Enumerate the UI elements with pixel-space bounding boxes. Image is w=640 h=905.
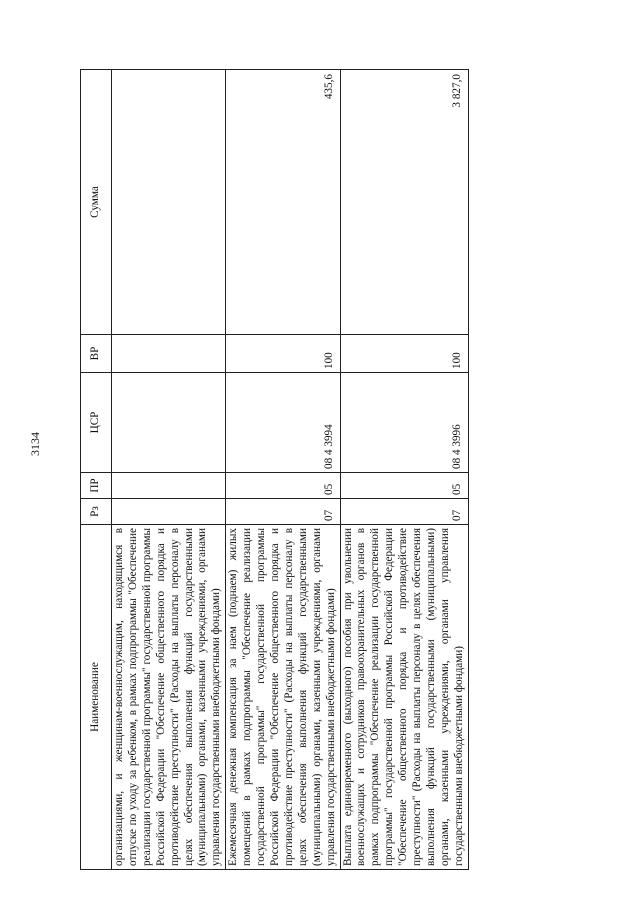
row-rz xyxy=(112,499,226,525)
row-pr: 05 xyxy=(226,473,340,499)
budget-table xyxy=(80,69,469,870)
row-csr: 08 4 3994 xyxy=(226,373,340,473)
rotated-page xyxy=(80,70,606,870)
header-rz: Рз xyxy=(81,499,112,525)
table-row xyxy=(112,70,226,870)
header-sum: Сумма xyxy=(81,70,112,335)
header-name: Наименование xyxy=(81,525,112,870)
header-pr: ПР xyxy=(81,473,112,499)
row-name: организациями, и женщинам-военнослужащим, находящимся в отпуске по уходу за ребенком, в рамках подпрограммы "Обеспечение реализации государственной программы" государственной программы Российской Федерации "Обеспечение общественного порядка и противодействие преступности" (Расходы на выплаты персоналу в целях обеспечения выполнения функций государственными (муниципальными) органами, казенными учреждениями, органами управления государственными внебюджетными фондами) xyxy=(112,525,226,870)
table-row xyxy=(226,70,340,870)
row-rz: 07 xyxy=(340,499,468,525)
row-name: Выплата единовременного (выходного) пособия при увольнении военнослужащих и сотрудников правоохранительных органов в рамках подпрограммы "Обеспечение реализации государственной программы" государственной программы Российской Федерации "Обеспечение общественного порядка и противодействие преступности" (Расходы на выплаты персоналу в целях обеспечения выполнения функций государственными (муниципальными) органами, казенными учреждениями, органами управления государственными внебюджетными фондами) xyxy=(340,525,468,870)
table-row xyxy=(340,70,468,870)
row-sum: 3 827,0 xyxy=(340,70,468,335)
row-sum xyxy=(112,70,226,335)
header-vr: ВР xyxy=(81,335,112,373)
row-sum: 435,6 xyxy=(226,70,340,335)
row-vr xyxy=(112,335,226,373)
row-vr: 100 xyxy=(340,335,468,373)
page-number: 3134 xyxy=(28,432,42,456)
row-csr xyxy=(112,373,226,473)
row-pr xyxy=(112,473,226,499)
row-pr: 05 xyxy=(340,473,468,499)
row-vr: 100 xyxy=(226,335,340,373)
table-header-row xyxy=(81,70,112,870)
row-csr: 08 4 3996 xyxy=(340,373,468,473)
row-name: Ежемесячная денежная компенсация за наем (поднаем) жилых помещений в рамках подпрограммы "Обеспечение реализации государственной программы" государственной программы Российской Федерации "Обеспечение общественного порядка и противодействие преступности" (Расходы на выплаты персоналу в целях обеспечения выполнения функций государственными (муниципальными) органами, казенными учреждениями, органами управления государственными внебюджетными фондами) xyxy=(226,525,340,870)
header-csr: ЦСР xyxy=(81,373,112,473)
row-rz: 07 xyxy=(226,499,340,525)
